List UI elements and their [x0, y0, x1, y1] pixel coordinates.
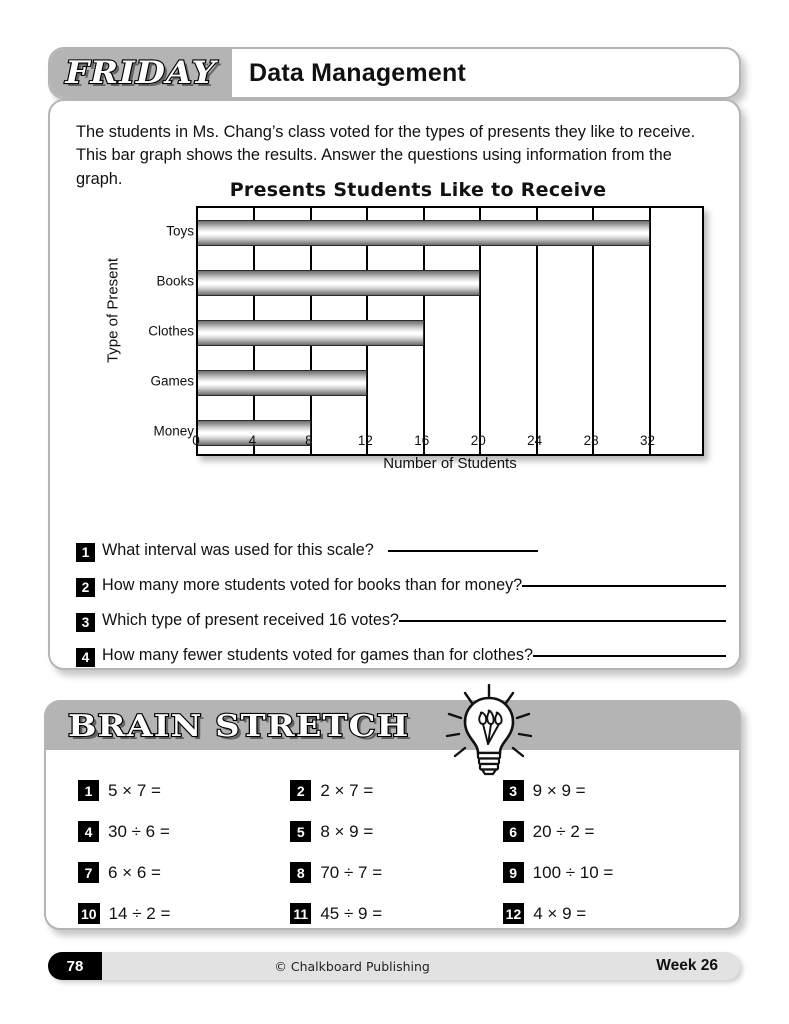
math-problem[interactable] — [503, 821, 715, 842]
chart-x-tick-label: 20 — [470, 433, 486, 448]
problem-number-badge: 5 — [290, 821, 311, 842]
problem-number-badge: 8 — [290, 862, 311, 883]
problem-number-badge: 4 — [78, 821, 99, 842]
problem-number-badge: 2 — [290, 780, 311, 801]
chart-category-label: Games — [150, 373, 194, 389]
problem-text: 30 ÷ 6 = — [108, 821, 170, 841]
question-text: How many more students voted for books than for money? — [102, 576, 523, 594]
problem-text: 20 ÷ 2 = — [532, 821, 595, 841]
math-problem[interactable] — [503, 903, 715, 924]
math-problem[interactable] — [78, 903, 290, 924]
math-problem[interactable] — [503, 862, 715, 883]
problem-number-badge: 7 — [78, 862, 99, 883]
chart-x-tick-label: 28 — [583, 433, 599, 448]
math-problem[interactable] — [290, 780, 502, 801]
bar-chart — [74, 179, 722, 529]
problem-text: 5 × 7 = — [108, 780, 161, 800]
problem-number-badge: 9 — [503, 862, 524, 883]
chart-category-label: Clothes — [148, 323, 194, 339]
math-problem[interactable] — [78, 780, 290, 801]
chart-y-axis-label: Type of Present — [104, 257, 122, 364]
week-label: Week 26 — [656, 957, 718, 974]
problem-text: 70 ÷ 7 = — [320, 862, 383, 882]
problem-text: 6 × 6 = — [108, 862, 161, 882]
problem-text: 8 × 9 = — [320, 821, 374, 841]
chart-x-axis-label: Number of Students — [383, 455, 517, 472]
brain-stretch-panel — [44, 700, 741, 930]
problem-text: 45 ÷ 9 = — [320, 903, 383, 923]
chart-x-tick-label: 16 — [414, 433, 430, 448]
chart-x-axis-ticks — [192, 433, 704, 453]
day-header-bar — [48, 47, 741, 99]
questions-list — [76, 541, 726, 681]
problem-number-badge: 6 — [503, 821, 524, 842]
chart-bar — [198, 220, 650, 246]
math-problem[interactable] — [78, 821, 290, 842]
day-tab — [50, 49, 232, 97]
chart-x-tick-label: 0 — [192, 433, 200, 448]
math-problem[interactable] — [503, 780, 715, 801]
subject-title: Data Management — [249, 58, 466, 87]
chart-bar — [198, 270, 480, 296]
copyright-text: © Chalkboard Publishing — [274, 958, 430, 974]
question-number-badge: 2 — [76, 578, 95, 597]
chart-plot-area — [196, 206, 704, 456]
question-row — [76, 576, 726, 595]
problem-text: 4 × 9 = — [533, 903, 587, 923]
problem-number-badge: 11 — [290, 903, 311, 924]
problem-text: 100 ÷ 10 = — [532, 862, 614, 882]
math-problems-grid — [46, 750, 739, 928]
question-number-badge: 3 — [76, 613, 95, 632]
math-problem[interactable] — [290, 903, 502, 924]
question-text: Which type of present received 16 votes? — [102, 611, 399, 629]
answer-blank[interactable] — [522, 585, 726, 587]
chart-bar — [198, 370, 367, 396]
chart-category-label: Toys — [166, 223, 194, 239]
problem-text: 9 × 9 = — [532, 780, 586, 800]
problem-text: 2 × 7 = — [320, 780, 374, 800]
question-text: What interval was used for this scale? — [102, 541, 374, 559]
chart-x-tick-label: 24 — [527, 433, 543, 448]
page-footer — [48, 952, 740, 980]
math-problem[interactable] — [290, 862, 502, 883]
problem-number-badge: 12 — [503, 903, 525, 924]
problem-text: 14 ÷ 2 = — [108, 903, 171, 923]
chart-category-label: Books — [156, 273, 194, 289]
chart-title: Presents Students Like to Receive — [229, 179, 607, 201]
problem-number-badge: 1 — [78, 780, 99, 801]
chart-category-labels — [122, 206, 194, 456]
day-label: FRIDAY — [65, 55, 217, 91]
math-problem[interactable] — [290, 821, 502, 842]
brain-stretch-header — [46, 702, 739, 750]
problem-number-badge: 10 — [78, 903, 100, 924]
question-row — [76, 646, 726, 665]
question-text: How many fewer students voted for games than for clothes? — [102, 646, 533, 664]
brain-stretch-title: BRAIN STRETCH — [68, 708, 410, 744]
answer-blank[interactable] — [399, 620, 726, 622]
worksheet-panel — [48, 99, 741, 670]
page-number: 78 — [48, 952, 102, 980]
question-number-badge: 4 — [76, 648, 95, 667]
chart-x-tick-label: 4 — [248, 433, 257, 448]
question-number-badge: 1 — [76, 543, 95, 562]
chart-bar — [198, 320, 424, 346]
chart-x-tick-label: 8 — [305, 433, 313, 448]
chart-x-tick-label: 32 — [640, 433, 656, 448]
question-row — [76, 611, 726, 630]
chart-x-tick-label: 12 — [357, 433, 373, 448]
answer-blank[interactable] — [388, 550, 538, 552]
answer-blank[interactable] — [533, 655, 726, 657]
chart-category-label: Money — [153, 423, 194, 439]
problem-number-badge: 3 — [503, 780, 524, 801]
question-row — [76, 541, 726, 560]
instructions-text: The students in Ms. Chang’s class voted for the types of presents they like to receive. This bar graph shows the results. Answer the questions using information from the graph. — [76, 123, 696, 188]
math-problem[interactable] — [78, 862, 290, 883]
